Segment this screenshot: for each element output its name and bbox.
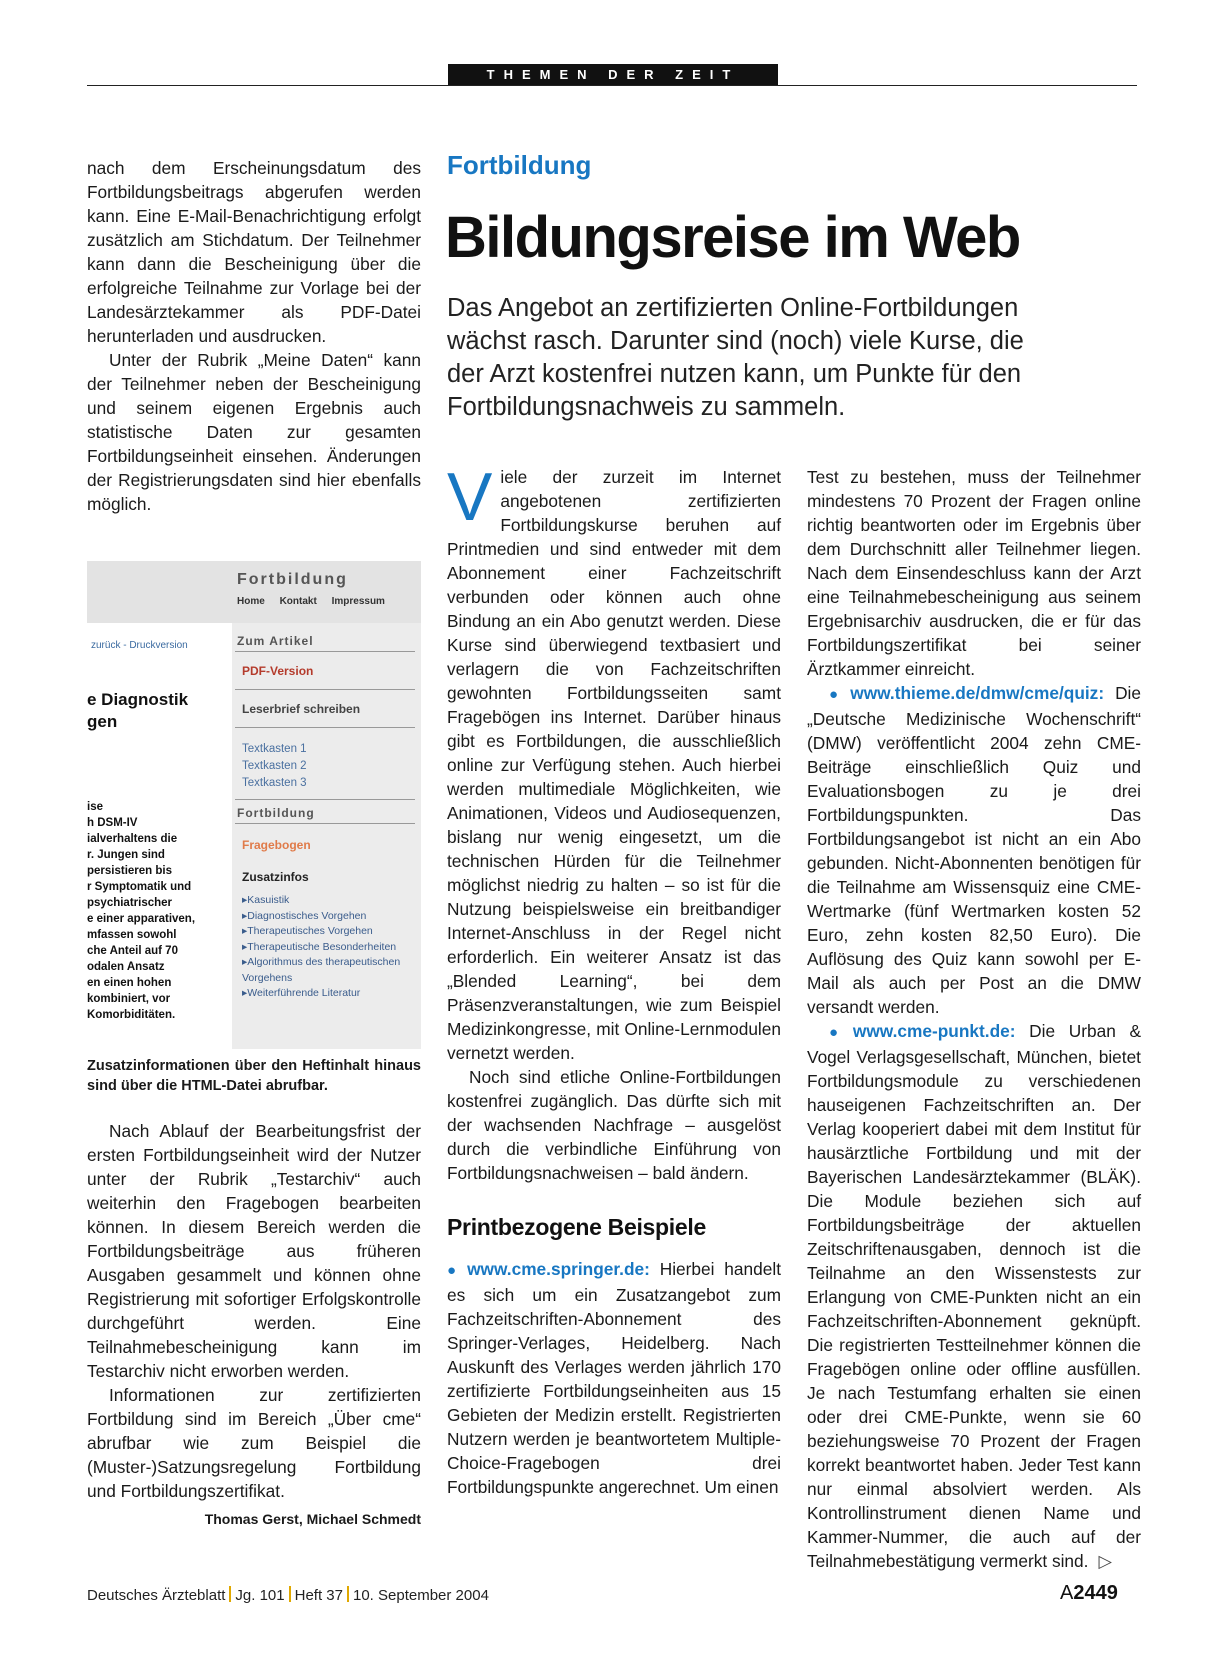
page-prefix: A (1060, 1582, 1074, 1604)
page-footer (87, 1586, 489, 1604)
page-number-value: 2449 (1073, 1582, 1118, 1604)
screenshot-zusatz-item: ▸Therapeutisches Vorgehen (242, 925, 373, 937)
screenshot-left-line: Komorbiditäten. (87, 1009, 176, 1021)
screenshot-left-line: persistieren bis (87, 865, 173, 877)
col1-paragraph-2: Unter der Rubrik „Meine Daten“ kann der Teilnehmer neben der Bescheinigung und seinem eigenen Ergebnis auch statistische Daten zur gesamten Fortbildungseinheit einsehen. Änderungen der Registrierungsdaten sind hier ebenfalls möglich. (87, 350, 421, 514)
image-caption: Zusatzinformationen über den Heftinhalt hinaus sind über die HTML-Datei abrufbar. (87, 1058, 421, 1094)
thieme-link[interactable]: www.thieme.de/dmw/cme/quiz: (850, 683, 1105, 703)
screenshot-left-line: che Anteil auf 70 (87, 945, 178, 957)
cme-punkt-link[interactable]: www.cme-punkt.de: (852, 1021, 1016, 1041)
screenshot-textkasten: Textkasten 3 (242, 777, 307, 789)
screenshot-divider (235, 727, 415, 728)
section-subheading: Printbezogene Beispiele (447, 1214, 706, 1240)
screenshot-zum-artikel: Zum Artikel (237, 634, 314, 648)
footer-date: 10. September 2004 (353, 1587, 489, 1604)
screenshot-diag-line: e Diagnostik (87, 690, 189, 709)
footer-separator (347, 1586, 349, 1602)
screenshot-textkasten: Textkasten 2 (242, 760, 307, 772)
col2-paragraph-3-text: Hierbei handelt es sich um ein Zusatzangebot zum Fachzeitschriften-Abonnement des Springer-Verlages, Heidelberg. Nach Auskunft des Verlages werden jährlich 170 zertifizierte Fortbildungseinheiten aus 15 Gebieten der Medizin erstellt. Registrierten Nutzern werden je beantwortetem Multiple-Choice-Fragebogen drei Fortbildungspunkte angerechnet. Um einen (447, 1259, 781, 1497)
screenshot-zusatz-item: ▸Algorithmus des therapeutischen Vorgehens (242, 956, 401, 984)
col2-paragraph-3 (447, 1257, 781, 1499)
screenshot-left-line: h DSM-IV (87, 817, 138, 829)
footer-volume: Jg. 101 (235, 1587, 285, 1604)
col1-paragraph-3: Nach Ablauf der Bearbeitungsfrist der ersten Fortbildungseinheit wird der Nutzer unter der Rubrik „Testarchiv“ auch weiterhin den Fragebogen bearbeiten können. In diesem Bereich werden die Fortbildungsbeiträge aus früheren Ausgaben gesammelt und können ohne Registrierung mit sofortiger Erfolgskontrolle durchgeführt werden. Eine Teilnahmebescheinigung kann im Testarchiv nicht erworben werden. (87, 1121, 421, 1381)
screenshot-nav (237, 593, 397, 610)
screenshot-zusatz-item: ▸Weiterführende Literatur (242, 987, 361, 999)
col1-paragraph-4: Informationen zur zertifizierten Fortbildung sind im Bereich „Über cme“ abrufbar wie zum Beispiel die (Muster-)Satzungsregelung Fortbildung und Fortbildungszertifikat. (87, 1385, 421, 1501)
screenshot-back-link: zurück - Druckversion (91, 640, 188, 651)
screenshot-divider (235, 799, 415, 800)
screenshot-left-line: r. Jungen sind (87, 849, 165, 861)
continue-arrow-icon: ▷ (1098, 1551, 1112, 1571)
col3-paragraph-3-text: Die Urban & Vogel Verlagsgesellschaft, München, bietet Fortbildungsmodule zu verschiedenen hauseigenen Fachzeitschriften an. Der Verlag kooperiert dabei mit dem Institut für hausärztliche Fortbildung und mit der Bayerischen Landesärztekammer (BLÄK). Die Module beziehen sich auf Fortbildungsbeiträge der aktuellen Zeitschriftenausgaben, dennoch ist die Teilnahme an den Wissenstests zur Erlangung von CME-Punkten nicht an ein Fachzeitschriften-Abonnement geknüpft. Die registrierten Testteilnehmer können die Fragebögen online oder offline ausfüllen. Je nach Testumfang erhalten sie einen oder drei CME-Punkte, wenn sie 60 beziehungsweise 70 Prozent der Fragen korrekt beantwortet haben. Jeder Test kann nur einmal absolviert werden. Als Kontrollinstrument dienen Name und Kammer-Nummer, die auch auf der Teilnahmebestätigung vermerkt sind. (807, 1021, 1141, 1571)
footer-separator (289, 1586, 291, 1602)
screenshot-diagnostik-heading (87, 689, 188, 733)
footer-issue: Heft 37 (294, 1587, 343, 1604)
col3-paragraph-3 (807, 1019, 1141, 1573)
screenshot-zusatzinfos-heading: Zusatzinfos (242, 870, 309, 884)
screenshot-textkaesten (242, 741, 307, 792)
screenshot-left-line: e einer apparativen, (87, 913, 196, 925)
screenshot-fragebogen-link: Fragebogen (242, 838, 311, 852)
col3-paragraph-1: Test zu bestehen, muss der Teilnehmer mindestens 70 Prozent der Fragen online richtig beantworten oder im Ergebnis über dem Durchschnitt aller Teilnehmer liegen. Nach dem Einsendeschluss kann der Arzt eine Teilnahmebescheinigung aus seinem Ergebnisarchiv ausdrucken, die er für das Fortbildungszertifikat bei seiner Ärztkammer einreicht. (807, 467, 1141, 679)
screenshot-leserbrief-link: Leserbrief schreiben (242, 702, 361, 716)
screenshot-left-line: r Symptomatik und (87, 881, 192, 893)
column-2 (447, 459, 781, 1499)
drop-cap: V (447, 459, 493, 535)
screenshot-zusatz-item: ▸Diagnostisches Vorgehen (242, 909, 367, 922)
screenshot-left-text (87, 799, 227, 1023)
col1-paragraph-1: nach dem Erscheinungsdatum des Fortbildungsbeitrags abgerufen werden kann. Eine E-Mail-Benachrichtigung erfolgt zusätzlich am Stichdatum. Der Teilnehmer kann dann die Bescheinigung über die erfolgreiche Teilnahme zur Vorlage bei der Landesärztekammer als PDF-Datei herunterladen und ausdrucken. (87, 158, 421, 346)
screenshot-divider (235, 823, 415, 824)
screenshot-diag-line: gen (87, 712, 118, 731)
col2-paragraph-1-text: iele der zurzeit im Internet angebotenen zertifizierten Fortbildungskurse beruhen auf Printmedien und sind entweder mit dem Abonnement einer Fachzeitschrift verbunden oder können auch ohne Bindung an ein Abo genutzt werden. Diese Kurse sind überwiegend textbasiert und verlagern die von Fachzeitschriften gewohnten Fortbildungsseiten samt Fragebögen ins Internet. Darüber hinaus gibt es Fortbildungen, die ausschließlich online zur Verfügung stehen. Auch hierbei werden multimediale Möglichkeiten, wie Animationen, Videos und Audiosequenzen, bislang nur wenig eingesetzt, um die technischen Hürden für die Teilnehmer möglichst niedrig zu halten – so ist für die Nutzung beispielsweise ein breitbandiger Internet-Anschluss in der Regel nicht erforderlich. Ein weiterer Ansatz ist das „Blended Learning“, bei dem Präsenzveranstaltungen, wie zum Beispiel Medizinkongresse, mit Online-Lernmodulen vernetzt werden. (447, 467, 781, 1063)
screenshot-left-line: en einen hohen (87, 977, 172, 989)
screenshot-nav-kontakt: Kontakt (279, 596, 317, 607)
screenshot-left-line: odalen Ansatz (87, 961, 165, 973)
springer-link[interactable]: www.cme.springer.de: (467, 1259, 650, 1279)
screenshot-left-line: kombiniert, vor (87, 993, 171, 1005)
screenshot-nav-impressum: Impressum (331, 596, 385, 607)
screenshot-divider (235, 651, 415, 652)
bullet-icon: ● (829, 1024, 847, 1041)
col3-paragraph-2-text: Die „Deutsche Medizinische Wochenschrift“ (DMW) veröffentlicht 2004 zehn CME-Beiträge einschließlich Quiz und Evaluationsbogen zu je drei Fortbildungspunkten. Das Fortbildungsangebot ist nicht an ein Abo gebunden. Nicht-Abonnenten benötigen für die Teilnahme am Wissensquiz eine CME-Wertmarke (fünf Wertmarken kosten 52 Euro, zehn kosten 82,50 Euro). Die Auflösung des Quiz kann sowohl per E-Mail als auch per Post an die DMW versandt werden. (807, 683, 1141, 1017)
screenshot-divider (235, 689, 415, 690)
screenshot-left-line: ialverhaltens die (87, 833, 178, 845)
col2-paragraph-2: Noch sind etliche Online-Fortbildungen kostenfrei zugänglich. Das dürfte sich mit der wachsenden Nachfrage – ausgelöst durch die verbindliche Einführung von Fortbildungsnachweisen – bald ändern. (447, 1067, 781, 1183)
header-rule (87, 85, 1137, 86)
footer-journal: Deutsches Ärzteblatt (87, 1587, 226, 1604)
screenshot-zusatz-item: ▸Kasuistik (242, 894, 290, 906)
col3-paragraph-2 (807, 681, 1141, 1019)
article-headline: Bildungsreise im Web (445, 205, 1020, 270)
author-byline: Thomas Gerst, Michael Schmedt (204, 1511, 421, 1527)
screenshot-zusatz-list (242, 893, 418, 1002)
column-1-bottom (87, 1119, 421, 1531)
footer-separator (229, 1586, 231, 1602)
screenshot-left-line: mfassen sowohl (87, 929, 177, 941)
page-number (1060, 1582, 1118, 1605)
screenshot-fortbildung-heading: Fortbildung (237, 806, 315, 820)
column-3 (807, 465, 1141, 1573)
bullet-icon: ● (447, 1262, 462, 1279)
screenshot-left-line: psychiatrischer (87, 897, 173, 909)
website-screenshot-image (87, 561, 421, 1049)
screenshot-pdf-link: PDF-Version (242, 664, 314, 678)
col2-paragraph-1 (447, 459, 781, 1065)
section-header: THEMEN DER ZEIT (448, 64, 778, 86)
screenshot-textkasten: Textkasten 1 (242, 743, 307, 755)
article-kicker: Fortbildung (447, 150, 592, 180)
screenshot-left-line: ise (87, 801, 103, 813)
screenshot-nav-home: Home (237, 596, 265, 607)
column-1-top (87, 156, 421, 516)
screenshot-zusatz-item: ▸Therapeutische Besonderheiten (242, 940, 397, 953)
article-lead: Das Angebot an zertifizierten Online-Fortbildungen wächst rasch. Darunter sind (noch) viele Kurse, die der Arzt kostenfrei nutzen kann, um Punkte für den Fortbildungsnachweis zu sammeln. (447, 294, 1024, 421)
bullet-icon: ● (829, 686, 845, 703)
screenshot-brand: Fortbildung (237, 571, 348, 588)
